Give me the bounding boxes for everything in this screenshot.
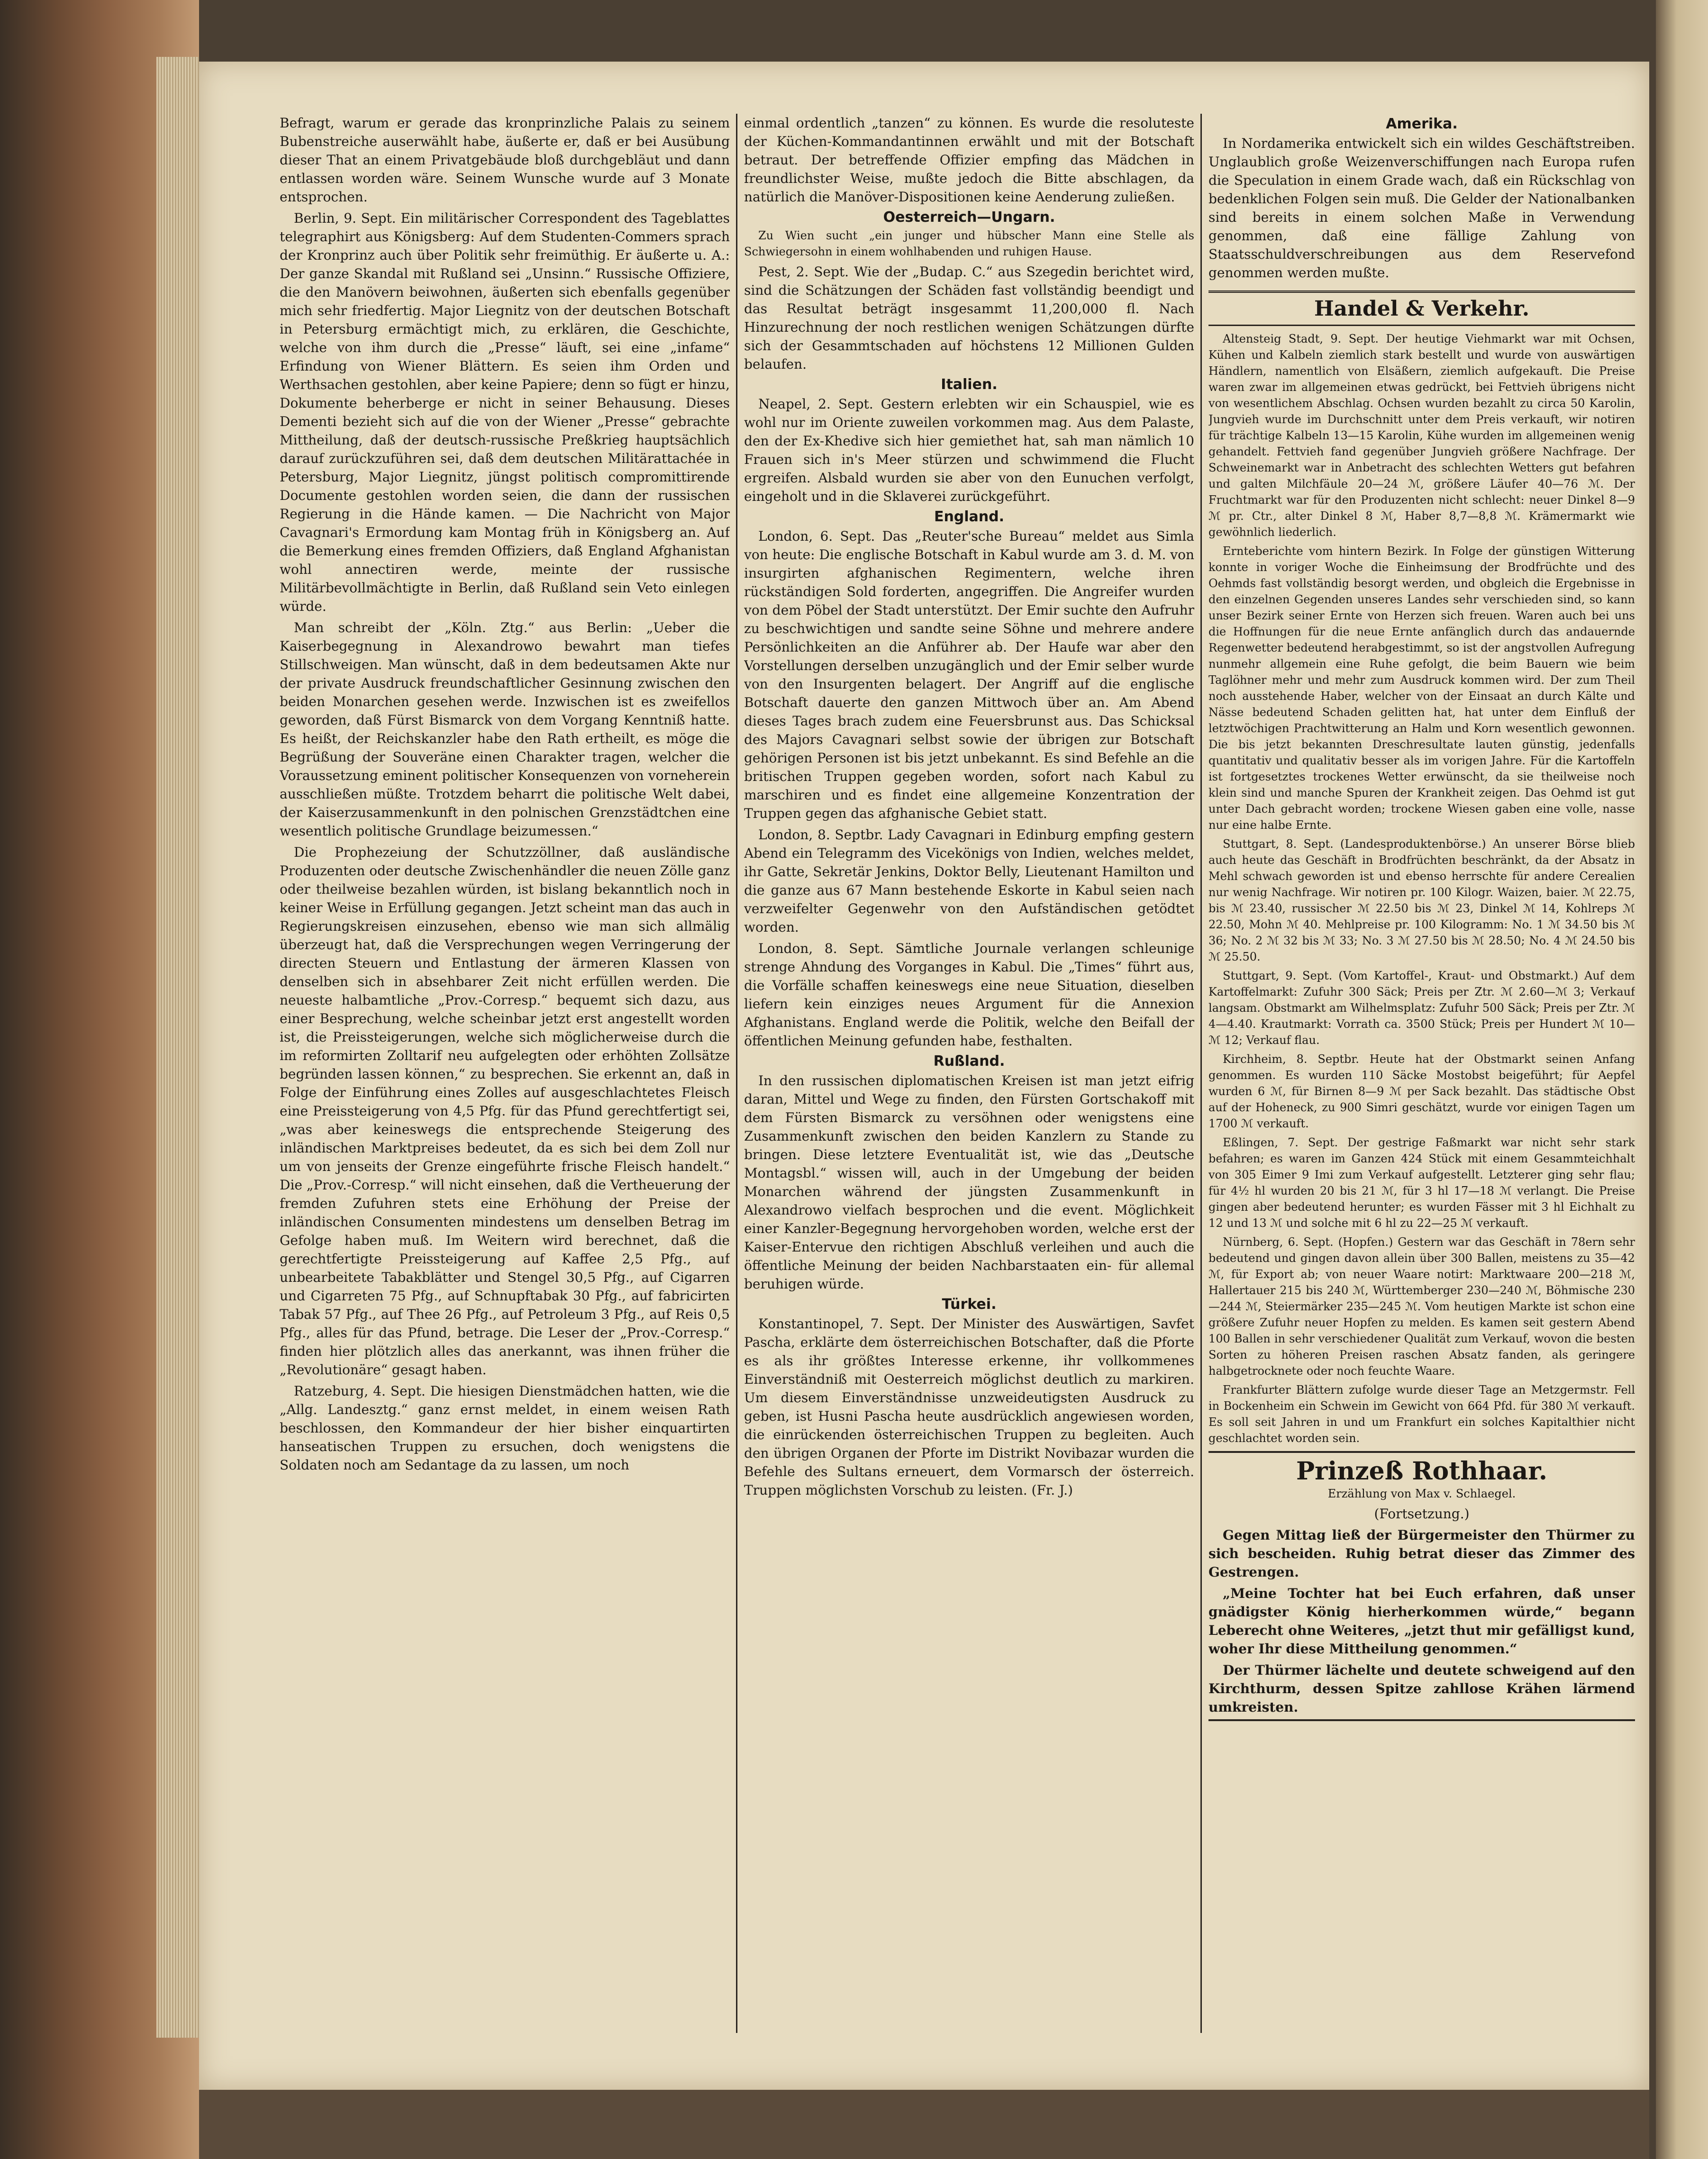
heading-oesterreich: Oesterreich—Ungarn. <box>883 209 1055 226</box>
article-paragraph: einmal ordentlich „tanzen“ zu können. Es wurde die resoluteste der Küchen-Kommandantinnen erwählt und mit der Botschaft betraut. Der betreffende Offizier empfing das Mädchen in freundlichster Weise, mußte jedoch die Bitte abschlagen, da natürlich die Manöver-Dispositionen keine Aenderung zuließen. <box>744 115 1194 205</box>
article-pest: Pest, 2. Sept. Wie der „Budap. C.“ aus Szegedin berichtet wird, sind die Schätzungen der Schäden fast vollständig beendigt und das Resultat beträgt insgesammt 11,200,000 fl. Nach Hinzurechnung der noch restlichen wenigen Schätzungen dürfte sich der Gesammtschaden auf höchstens 12 Millionen Gulden belaufen. <box>744 264 1194 372</box>
article-london-3: London, 8. Sept. Sämtliche Journale verlangen schleunige strenge Ahndung des Vorganges in Kabul. Die „Times“ führt aus, die Vorfälle schaffen keineswegs eine neue Situation, dieselben liefern kein einziges neues Argument für die Annexion Afghanistans. England werde die Politik, welche den Beifall der öffentlichen Meinung gefunden habe, festhalten. <box>744 941 1194 1049</box>
article-koeln-ztg: Man schreibt der „Köln. Ztg.“ aus Berlin: „Ueber die Kaiserbegegnung in Alexandrowo bewahrt man tiefes Stillschweigen. Man wünscht, daß in dem bedeutsamen Akte nur der private Ausdruck freundschaftlicher Gesinnung zwischen den beiden Monarchen gesehen werde. Inzwischen ist es zweifellos geworden, daß Fürst Bismarck von dem Vorgang Kenntniß hatte. Es heißt, der Reichskanzler habe den Rath ertheilt, es möge die Begrüßung der Souveräne einen Charakter tragen, welcher die Voraussetzung eminent politischer Konsequenzen von vorneherein ausschließen müßte. Trotzdem beharrt die politische Welt dabei, der Kaiserzusammenkunft in den polnischen Grenzstädtchen eine wesentlich politische Grundlage beizumessen.“ <box>280 620 730 839</box>
market-stuttgart-boerse: Stuttgart, 8. Sept. (Landesproduktenbörse.) An unserer Börse blieb auch heute das Geschäft in Brodfrüchten beschränkt, da der Absatz in Mehl schwach geworden ist und ebenso herrschte für andere Cerealien nur wenig Nachfrage. Wir notiren pr. 100 Kilogr. Waizen, baier. ℳ 22.75, bis ℳ 23.40, russischer ℳ 22.50 bis ℳ 23, Dinkel ℳ 14, Kohlreps ℳ 22.50, Mohn ℳ 40. Mehlpreise pr. 100 Kilogramm: No. 1 ℳ 34.50 bis ℳ 36; No. 2 ℳ 32 bis ℳ 33; No. 3 ℳ 27.50 bis ℳ 28.50; No. 4 ℳ 24.50 bis ℳ 25.50. <box>1208 837 1635 963</box>
section-handel-verkehr: Handel & Verkehr. <box>1208 290 1635 326</box>
newspaper-page <box>199 62 1649 2090</box>
column-rule <box>736 114 737 2033</box>
article-neapel: Neapel, 2. Sept. Gestern erlebten wir ein Schauspiel, wie es wohl nur im Oriente zuweilen vorkommen mag. Aus dem Palaste, den der Ex-Khedive sich hier gemiethet hat, sah man nämlich 10 Frauen sich in's Meer stürzen und schwimmend die Flucht ergreifen. Alsbald wurden sie aber von den Eunuchen verfolgt, eingeholt und in die Sklaverei zurückgeführt. <box>744 396 1194 504</box>
serial-title: Prinzeß Rothhaar. <box>1296 1457 1547 1486</box>
heading-england: England. <box>934 508 1005 525</box>
article-ratzeburg: Ratzeburg, 4. Sept. Die hiesigen Dienstmädchen hatten, wie die „Allg. Landesztg.“ ganz ernst meldet, in einem weisen Rath beschlossen, den Kommandeur der hier bisher einquartirten hanseatischen Truppen zu ersuchen, doch wenigstens die Soldaten noch am Sedantage da zu lassen, um noch <box>280 1383 730 1473</box>
article-paragraph: Befragt, warum er gerade das kronprinzliche Palais zu seinem Bubenstreiche auserwählt habe, äußerte er, daß er bei Ausübung dieser That an einem Privatgebäude bloß durchgebläut und dann entlassen worden wäre. Seinem Wunsche wurde auf 3 Monate entsprochen. <box>280 115 730 205</box>
article-konstantinopel: Konstantinopel, 7. Sept. Der Minister des Auswärtigen, Savfet Pascha, erklärte dem österreichischen Botschafter, daß die Pforte es als ihr größtes Interesse erkenne, ihr vollkommenes Einverständniß mit Oesterreich möglichst deutlich zu markiren. Um diesem Einverständnisse unzweideutigsten Ausdruck zu geben, ist Husni Pascha heute ausdrücklich angewiesen worden, die einrückenden österreichischen Truppen zu begleiten. Auch den übrigen Organen der Pforte im Distrikt Novibazar wurden die Befehle des Sultans erneuert, dem Vormarsch der österreich. Truppen möglichsten Vorschub zu leisten. (Fr. J.) <box>744 1316 1194 1498</box>
heading-italien: Italien. <box>941 376 998 393</box>
market-erntebericht: Ernteberichte vom hintern Bezirk. In Folge der günstigen Witterung konnte in voriger Woche die Einheimsung der Brodfrüchte und des Oehmds fast vollständig besorgt werden, und obgleich die Ergebnisse in den einzelnen Gegenden unseres Landes sehr verschieden sind, so kann unser Bezirk seiner Ernte von Herzen sich freuen. Waren auch bei uns die Hoffnungen für die neue Ernte anfänglich durch das andauernde Regenwetter bedeutend herabgestimmt, so ist der angstvollen Aufregung nunmehr allgemein eine Ruhe gefolgt, die beim Bauern wie beim Taglöhner mehr und mehr zum Ausdruck kommen wird. Der zum Theil noch ausstehende Haber, welcher von der Einsaat an durch Kälte und Nässe bedeutend Schaden gelitten hat, hat unter dem Einfluß der letztwöchigen Prachtwitterung an Halm und Korn wesentlich gewonnen. Die bis jetzt bekannten Dreschresultate lauten günstig, jedenfalls quantitativ und qualitativ besser als im vorigen Jahre. Für die Kartoffeln ist fortgesetztes trockenes Wetter erwünscht, da sie theilweise noch klein sind und manche Spuren der Krankheit zeigen. Das Oehmd ist gut unter Dach gebracht worden; trockene Wiesen gaben eine volle, nasse nur eine halbe Ernte. <box>1208 544 1635 832</box>
serial-paragraph: Gegen Mittag ließ der Bürgermeister den Thürmer zu sich bescheiden. Ruhig betrat dieser das Zimmer des Gestrengen. <box>1208 1527 1635 1580</box>
serial-continuation: (Fortsetzung.) <box>1374 1506 1470 1522</box>
next-page-edge <box>1656 0 1708 2159</box>
article-wien: Zu Wien sucht „ein junger und hübscher Mann eine Stelle als Schwiegersohn in einem wohlhabenden und ruhigen Hause. <box>744 229 1194 258</box>
page-edges <box>156 57 199 2038</box>
market-kirchheim: Kirchheim, 8. Septbr. Heute hat der Obstmarkt seinen Anfang genommen. Es wurden 110 Säcke Mostobst beigeführt; für Aepfel wurden 6 ℳ, für Birnen 8—9 ℳ per Sack bezahlt. Das städtische Obst auf der Hoheneck, zu 900 Simri geschätzt, wurde vor einigen Tagen um 1700 ℳ verkauft. <box>1208 1052 1635 1130</box>
serial-paragraph: „Meine Tochter hat bei Euch erfahren, daß unser gnädigster König hierherkommen würde,“ begann Leberecht ohne Weiteres, „jetzt thut mir gefälligst kund, woher Ihr diese Mittheilung genommen.“ <box>1208 1586 1635 1657</box>
article-london-2: London, 8. Septbr. Lady Cavagnari in Edinburg empfing gestern Abend ein Telegramm des Vicekönigs von Indien, welches meldet, ihr Gatte, Sekretär Jenkins, Doktor Belly, Lieutenant Hamilton und die ganze aus 67 Mann bestehende Eskorte in Kabul seien nach verzweifelter Gegenwehr von den Aufständischen getödtet worden. <box>744 827 1194 935</box>
serial-story <box>1208 1451 1635 1721</box>
column-1 <box>280 114 730 2057</box>
column-rule <box>1200 114 1202 2033</box>
serial-paragraph: Der Thürmer lächelte und deutete schweigend auf den Kirchthurm, dessen Spitze zahllose Krähen lärmend umkreisten. <box>1208 1662 1635 1715</box>
article-amerika: In Nordamerika entwickelt sich ein wildes Geschäftstreiben. Unglaublich große Weizenverschiffungen nach Europa rufen die Speculation in einem Grade wach, daß ein Rückschlag von bedenklichen Folgen sein muß. Die Gelder der Nationalbanken sind bereits in einem solchen Maße in Verwendung genommen, daß eine fällige Zahlung von Staatsschuldverschreibungen aus dem Reservefond genommen werden mußte. <box>1208 136 1635 281</box>
book-bottom-edge <box>199 2090 1649 2159</box>
market-stuttgart-kartoffel: Stuttgart, 9. Sept. (Vom Kartoffel-, Kraut- und Obstmarkt.) Auf dem Kartoffelmarkt: Zufuhr 300 Säck; Preis per Ztr. ℳ 2.60—ℳ 3; Verkauf langsam. Obstmarkt am Wilhelmsplatz: Zufuhr 500 Säck; Preis per Ztr. ℳ 4—4.40. Krautmarkt: Vorrath ca. 3500 Stück; Preis per Hundert ℳ 10—ℳ 12; Verkauf flau. <box>1208 969 1635 1047</box>
heading-amerika: Amerika. <box>1386 116 1458 132</box>
market-nuernberg: Nürnberg, 6. Sept. (Hopfen.) Gestern war das Geschäft in 78ern sehr bedeutend und gingen davon allein über 300 Ballen, meistens zu 35—42 ℳ, für Export ab; von neuer Waare notirt: Marktwaare 200—218 ℳ, Hallertauer 215 bis 240 ℳ, Württemberger 230—240 ℳ, Böhmische 230—244 ℳ, Steiermärker 235—245 ℳ. Vom heutigen Markte ist schon eine größere Zufuhr neuer Hopfen zu melden. Es kamen seit gestern Abend 100 Ballen in sehr verschiedener Qualität zum Verkauf, wovon die besten Sorten zu höheren Preisen raschen Absatz fanden, als geringere halbgetrocknete oder noch feuchte Waare. <box>1208 1235 1635 1378</box>
market-altensteig: Altensteig Stadt, 9. Sept. Der heutige Viehmarkt war mit Ochsen, Kühen und Kalbeln ziemlich stark bestellt und wurde von auswärtigen Händlern, namentlich von Elsäßern, ziemlich aufgekauft. Die Preise waren zwar im allgemeinen etwas gedrückt, bei Fettvieh übrigens nicht von wesentlichem Abschlag. Ochsen wurden bezahlt zu circa 50 Karolin, Jungvieh wurde im Durchschnitt unter dem Preis verkauft, wir notiren für trächtige Kalbeln 13—15 Karolin, Kühe wurden im allgemeinen wenig gehandelt. Fettvieh fand gegenüber Jungvieh größere Nachfrage. Der Schweinemarkt war in Anbetracht des schlechten Wetters gut befahren und galten Milchfäule 20—24 ℳ, größere Läufer 40—76 ℳ. Der Fruchtmarkt war für den Produzenten nicht schlecht: neuer Dinkel 8—9 ℳ pr. Ctr., alter Dinkel 8 ℳ, Haber 8,7—8,8 ℳ. Krämermarkt wie gewöhnlich liederlich. <box>1208 332 1635 539</box>
column-2 <box>744 114 1194 2057</box>
serial-author: Erzählung von Max v. Schlaegel. <box>1327 1487 1516 1500</box>
article-london-1: London, 6. Sept. Das „Reuter'sche Bureau“ meldet aus Simla von heute: Die englische Botschaft in Kabul wurde am 3. d. M. von insurgirten afghanischen Regimentern, welche ihren rückständigen Sold forderten, angegriffen. Die Angreifer wurden von dem Pöbel der Stadt unterstützt. Der Emir suchte den Aufruhr zu beschwichtigen und sandte seine Söhne und mehrere andere Persönlichkeiten an die Anführer ab. Der Haufe war aber den Vorstellungen derselben unzugänglich und der Emir selber wurde von den Insurgenten belagert. Der Angriff auf die englische Botschaft dauerte den ganzen Mittwoch über an. Am Abend dieses Tages brach zudem eine Feuersbrunst aus. Das Schicksal des Majors Cavagnari selbst sowie der übrigen zur Botschaft gehörigen Personen ist bis jetzt unbekannt. Es sind Befehle an die britischen Truppen gegeben worden, sofort nach Kabul zu marschiren und es findet eine allgemeine Konzentration der Truppen gegen das afghanische Gebiet statt. <box>744 528 1194 821</box>
article-schutzzoll: Die Prophezeiung der Schutzzöllner, daß ausländische Produzenten oder deutsche Zwischenhändler die neuen Zölle ganz oder theilweise bezahlen würden, ist bislang bekanntlich noch in keiner Weise in Erfüllung gegangen. Jetzt scheint man das auch in Regierungskreisen einzusehen, ebenso wie man sich allmälig überzeugt hat, daß die Versprechungen wegen Verringerung der directen Steuern und Entlastung der ärmeren Klassen von denselben sich in absehbarer Zeit nicht erfüllen werden. Die neueste halbamtliche „Prov.-Corresp.“ bequemt sich dazu, aus einer Besprechung, welche scheinbar jetzt erst angestellt worden ist, die Preissteigerungen, welche sich möglicherweise durch die im reformirten Zolltarif neu aufgelegten oder erhöhten Zollsätze begründen lassen können,“ zu besprechen. Sie erkennt an, daß in Folge der Einführung eines Zolles auf ausgeschlachtetes Fleisch eine Preissteigerung von 4,5 Pfg. für das Pfund gerechtfertigt sei, „was aber keineswegs die entsprechende Steigerung des inländischen Marktpreises bedeutet, da es sich bei dem Zoll nur um von jenseits der Grenze eingeführte frische Fleisch handelt.“ Die „Prov.-Corresp.“ will nicht einsehen, daß die Vertheuerung der fremden Zufuhren stets eine Erhöhung der Preise der inländischen Consumenten mindestens um denselben Betrag im Gefolge haben muß. Im Weitern wird berechnet, daß die gerechtfertigte Preissteigerung auf Kaffee 2,5 Pfg., auf unbearbeitete Tabakblätter und Stengel 30,5 Pfg., auf Cigarren und Cigarreten 75 Pfg., auf Schnupftabak 30 Pfg., auf fabricirten Tabak 57 Pfg., auf Thee 26 Pfg., auf Petroleum 3 Pfg., auf Reis 0,5 Pfg., alles für das Pfund, betrage. Die Leser der „Prov.-Corresp.“ finden hier plötzlich alles das anerkannt, was ihnen früher die „Revolutionäre“ gesagt haben. <box>280 844 730 1378</box>
heading-russland: Rußland. <box>933 1053 1005 1070</box>
article-russland: In den russischen diplomatischen Kreisen ist man jetzt eifrig daran, Mittel und Wege zu finden, den Fürsten Gortschakoff mit dem Fürsten Bismarck zu versöhnen oder wenigstens eine Zusammenkunft zwischen den beiden Kanzlern zu Stande zu bringen. Diese letztere Eventualität ist, wie das „Deutsche Montagsbl.“ wissen will, auch in der Umgebung der beiden Monarchen während der jüngsten Zusammenkunft in Alexandrowo vielfach besprochen und die event. Möglichkeit einer Kanzler-Begegnung hervorgehoben worden, welche erst der Kaiser-Entervue den richtigen Abschluß verleihen und auch die öffentliche Meinung der beiden Nachbarstaaten ein- für allemal beruhigen würde. <box>744 1073 1194 1292</box>
market-frankfurt: Frankfurter Blättern zufolge wurde dieser Tage an Metzgermstr. Fell in Bockenheim ein Schwein im Gewicht von 664 Pfd. für 380 ℳ verkauft. Es soll seit Jahren in und um Frankfurt ein solches Kapitalthier nicht geschlachtet worden sein. <box>1208 1383 1635 1445</box>
heading-tuerkei: Türkei. <box>942 1296 997 1313</box>
market-esslingen: Eßlingen, 7. Sept. Der gestrige Faßmarkt war nicht sehr stark befahren; es waren im Ganzen 424 Stück mit einem Gesammteichhalt von 305 Eimer 9 Imi zum Verkauf aufgestellt. Letzterer ging sehr flau; für 4½ hl wurden 20 bis 21 ℳ, für 3 hl 17—18 ℳ verlangt. Die Preise gingen aber bedeutend herunter; es wurden Fässer mit 3 hl Eichhalt zu 12 und 13 ℳ und solche mit 6 hl zu 22—25 ℳ verkauft. <box>1208 1136 1635 1230</box>
article-berlin: Berlin, 9. Sept. Ein militärischer Correspondent des Tageblattes telegraphirt aus Königsberg: Auf dem Studenten-Commers sprach der Kronprinz auch über Politik sehr freimüthig. Er äußerte u. A.: Der ganze Skandal mit Rußland sei „Unsinn.“ Russische Offiziere, die den Manövern beiwohnen, äußerten sich ebenfalls gegenüber mich sehr friedfertig. Major Liegnitz von der deutschen Botschaft in Petersburg ermächtigt mich, zu erklären, die Geschichte, welche von ihm durch die „Presse“ läuft, sei eine „infame“ Erfindung von Wiener Blättern. Es seien ihm Orden und Werthsachen gestohlen, aber keine Papiere; denn so fügt er hinzu, Dokumente beherberge er nicht in seiner Behausung. Dieses Dementi bezieht sich auf die von der Wiener „Presse“ gebrachte Mittheilung, daß der deutsch-russische Preßkrieg hauptsächlich darauf zurückzuführen sei, daß dem deutschen Militärattachée in Petersburg, Major Liegnitz, jüngst politisch compromittirende Documente gestohlen worden seien, die dann der russischen Regierung in die Hände kamen. — Die Nachricht von Major Cavagnari's Ermordung kam Montag früh in Königsberg an. Auf die Bemerkung eines fremden Offiziers, daß England Afghanistan wohl annectiren werde, meinte der russische Militärbevollmächtigte in Berlin, daß Rußland sein Veto einlegen würde. <box>280 210 730 614</box>
column-3 <box>1208 114 1635 2057</box>
